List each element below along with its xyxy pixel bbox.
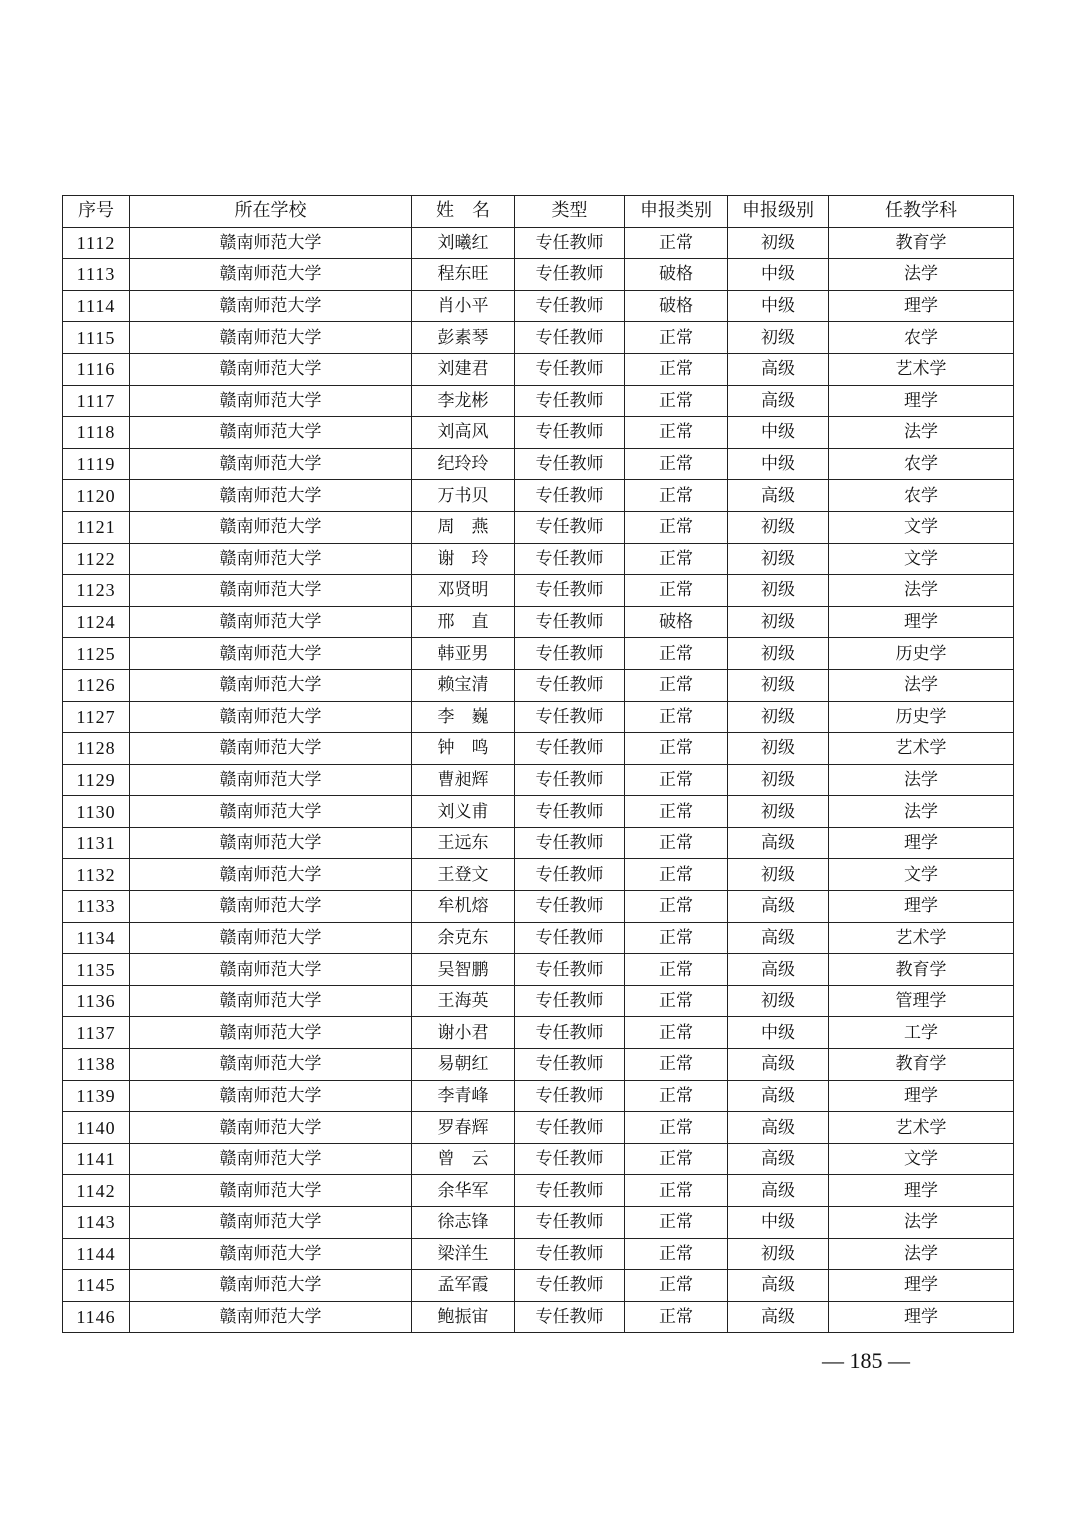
cell-subject: 艺术学 — [829, 922, 1014, 954]
table-row — [63, 669, 1014, 701]
cell-school: 赣南师范大学 — [130, 290, 412, 322]
cell-level: 高级 — [728, 827, 829, 859]
cell-subject: 艺术学 — [829, 733, 1014, 765]
cell-category: 正常 — [625, 448, 728, 480]
table-row — [63, 733, 1014, 765]
cell-seq: 1118 — [63, 417, 130, 449]
cell-type: 专任教师 — [515, 1207, 625, 1239]
cell-category: 正常 — [625, 1143, 728, 1175]
cell-type: 专任教师 — [515, 733, 625, 765]
cell-level: 中级 — [728, 448, 829, 480]
table-row — [63, 1301, 1014, 1333]
cell-category: 正常 — [625, 701, 728, 733]
cell-subject: 法学 — [829, 669, 1014, 701]
cell-seq: 1139 — [63, 1080, 130, 1112]
cell-subject: 教育学 — [829, 1049, 1014, 1081]
table-row — [63, 1270, 1014, 1302]
cell-seq: 1138 — [63, 1049, 130, 1081]
cell-seq: 1140 — [63, 1112, 130, 1144]
cell-category: 正常 — [625, 733, 728, 765]
table-row — [63, 701, 1014, 733]
cell-category: 破格 — [625, 606, 728, 638]
table-row — [63, 606, 1014, 638]
table-row — [63, 1017, 1014, 1049]
table-row — [63, 227, 1014, 259]
cell-category: 破格 — [625, 259, 728, 291]
cell-subject: 文学 — [829, 511, 1014, 543]
cell-name: 李青峰 — [412, 1080, 515, 1112]
header-category: 申报类别 — [625, 196, 728, 228]
cell-seq: 1137 — [63, 1017, 130, 1049]
cell-seq: 1134 — [63, 922, 130, 954]
page-number: — 185 — — [822, 1348, 910, 1373]
cell-school: 赣南师范大学 — [130, 733, 412, 765]
table-row — [63, 954, 1014, 986]
cell-seq: 1135 — [63, 954, 130, 986]
cell-type: 专任教师 — [515, 1301, 625, 1333]
cell-category: 正常 — [625, 417, 728, 449]
cell-school: 赣南师范大学 — [130, 1301, 412, 1333]
cell-school: 赣南师范大学 — [130, 669, 412, 701]
cell-type: 专任教师 — [515, 669, 625, 701]
cell-seq: 1128 — [63, 733, 130, 765]
header-row — [63, 196, 1014, 228]
cell-school: 赣南师范大学 — [130, 1143, 412, 1175]
cell-category: 正常 — [625, 511, 728, 543]
cell-school: 赣南师范大学 — [130, 859, 412, 891]
header-school: 所在学校 — [130, 196, 412, 228]
cell-type: 专任教师 — [515, 764, 625, 796]
cell-level: 高级 — [728, 1301, 829, 1333]
cell-seq: 1123 — [63, 575, 130, 607]
cell-name: 李龙彬 — [412, 385, 515, 417]
cell-type: 专任教师 — [515, 1270, 625, 1302]
cell-level: 中级 — [728, 1207, 829, 1239]
cell-category: 正常 — [625, 954, 728, 986]
cell-subject: 法学 — [829, 764, 1014, 796]
cell-subject: 管理学 — [829, 985, 1014, 1017]
cell-name: 赖宝清 — [412, 669, 515, 701]
cell-name: 刘高风 — [412, 417, 515, 449]
header-name: 姓 名 — [412, 196, 515, 228]
cell-subject: 理学 — [829, 891, 1014, 923]
cell-type: 专任教师 — [515, 1049, 625, 1081]
cell-school: 赣南师范大学 — [130, 417, 412, 449]
cell-subject: 文学 — [829, 859, 1014, 891]
cell-level: 中级 — [728, 1017, 829, 1049]
cell-seq: 1144 — [63, 1238, 130, 1270]
cell-name: 吴智鹏 — [412, 954, 515, 986]
cell-name: 肖小平 — [412, 290, 515, 322]
cell-school: 赣南师范大学 — [130, 954, 412, 986]
cell-school: 赣南师范大学 — [130, 638, 412, 670]
cell-subject: 法学 — [829, 796, 1014, 828]
cell-category: 正常 — [625, 859, 728, 891]
cell-name: 鲍振宙 — [412, 1301, 515, 1333]
cell-level: 初级 — [728, 764, 829, 796]
header-type: 类型 — [515, 196, 625, 228]
cell-school: 赣南师范大学 — [130, 701, 412, 733]
cell-subject: 理学 — [829, 290, 1014, 322]
cell-seq: 1114 — [63, 290, 130, 322]
cell-level: 高级 — [728, 922, 829, 954]
cell-school: 赣南师范大学 — [130, 1049, 412, 1081]
cell-subject: 法学 — [829, 1207, 1014, 1239]
cell-type: 专任教师 — [515, 827, 625, 859]
cell-seq: 1142 — [63, 1175, 130, 1207]
cell-subject: 艺术学 — [829, 353, 1014, 385]
cell-seq: 1125 — [63, 638, 130, 670]
cell-type: 专任教师 — [515, 290, 625, 322]
cell-school: 赣南师范大学 — [130, 1175, 412, 1207]
teacher-roster-table — [62, 195, 1014, 1333]
cell-name: 谢小君 — [412, 1017, 515, 1049]
cell-type: 专任教师 — [515, 353, 625, 385]
cell-school: 赣南师范大学 — [130, 353, 412, 385]
table-row — [63, 859, 1014, 891]
cell-subject: 理学 — [829, 1175, 1014, 1207]
cell-level: 高级 — [728, 1049, 829, 1081]
cell-level: 高级 — [728, 480, 829, 512]
cell-seq: 1143 — [63, 1207, 130, 1239]
cell-name: 易朝红 — [412, 1049, 515, 1081]
cell-seq: 1121 — [63, 511, 130, 543]
table-row — [63, 1080, 1014, 1112]
cell-name: 牟机熔 — [412, 891, 515, 923]
cell-category: 正常 — [625, 1301, 728, 1333]
cell-name: 曹昶辉 — [412, 764, 515, 796]
cell-category: 正常 — [625, 891, 728, 923]
cell-type: 专任教师 — [515, 954, 625, 986]
cell-name: 邓贤明 — [412, 575, 515, 607]
cell-name: 罗春辉 — [412, 1112, 515, 1144]
cell-subject: 法学 — [829, 1238, 1014, 1270]
cell-seq: 1141 — [63, 1143, 130, 1175]
header-level: 申报级别 — [728, 196, 829, 228]
cell-category: 正常 — [625, 322, 728, 354]
cell-type: 专任教师 — [515, 575, 625, 607]
cell-name: 曾 云 — [412, 1143, 515, 1175]
cell-name: 周 燕 — [412, 511, 515, 543]
table-row — [63, 1143, 1014, 1175]
cell-level: 高级 — [728, 1143, 829, 1175]
table-row — [63, 638, 1014, 670]
cell-level: 高级 — [728, 1175, 829, 1207]
table-row — [63, 322, 1014, 354]
cell-type: 专任教师 — [515, 417, 625, 449]
cell-school: 赣南师范大学 — [130, 891, 412, 923]
cell-name: 王登文 — [412, 859, 515, 891]
cell-subject: 法学 — [829, 417, 1014, 449]
cell-name: 孟军霞 — [412, 1270, 515, 1302]
cell-subject: 理学 — [829, 385, 1014, 417]
cell-type: 专任教师 — [515, 385, 625, 417]
table-row — [63, 480, 1014, 512]
cell-subject: 工学 — [829, 1017, 1014, 1049]
cell-category: 正常 — [625, 1017, 728, 1049]
cell-type: 专任教师 — [515, 1080, 625, 1112]
cell-subject: 农学 — [829, 480, 1014, 512]
cell-name: 余克东 — [412, 922, 515, 954]
cell-subject: 理学 — [829, 1080, 1014, 1112]
cell-seq: 1113 — [63, 259, 130, 291]
cell-level: 初级 — [728, 322, 829, 354]
cell-name: 余华军 — [412, 1175, 515, 1207]
cell-level: 初级 — [728, 575, 829, 607]
cell-name: 纪玲玲 — [412, 448, 515, 480]
cell-school: 赣南师范大学 — [130, 480, 412, 512]
cell-level: 中级 — [728, 290, 829, 322]
cell-name: 韩亚男 — [412, 638, 515, 670]
cell-school: 赣南师范大学 — [130, 985, 412, 1017]
cell-level: 初级 — [728, 669, 829, 701]
cell-school: 赣南师范大学 — [130, 1270, 412, 1302]
cell-type: 专任教师 — [515, 543, 625, 575]
cell-category: 正常 — [625, 1207, 728, 1239]
cell-seq: 1131 — [63, 827, 130, 859]
cell-category: 正常 — [625, 922, 728, 954]
cell-subject: 法学 — [829, 575, 1014, 607]
cell-level: 初级 — [728, 701, 829, 733]
cell-school: 赣南师范大学 — [130, 575, 412, 607]
cell-school: 赣南师范大学 — [130, 1080, 412, 1112]
cell-seq: 1122 — [63, 543, 130, 575]
cell-seq: 1136 — [63, 985, 130, 1017]
cell-seq: 1117 — [63, 385, 130, 417]
cell-school: 赣南师范大学 — [130, 322, 412, 354]
cell-level: 初级 — [728, 543, 829, 575]
cell-subject: 理学 — [829, 1301, 1014, 1333]
cell-category: 正常 — [625, 1270, 728, 1302]
cell-subject: 农学 — [829, 448, 1014, 480]
cell-type: 专任教师 — [515, 606, 625, 638]
cell-category: 正常 — [625, 1175, 728, 1207]
cell-category: 正常 — [625, 827, 728, 859]
cell-subject: 理学 — [829, 827, 1014, 859]
cell-name: 李 巍 — [412, 701, 515, 733]
cell-type: 专任教师 — [515, 227, 625, 259]
cell-category: 正常 — [625, 985, 728, 1017]
cell-school: 赣南师范大学 — [130, 764, 412, 796]
table-row — [63, 796, 1014, 828]
table-body — [63, 227, 1014, 1333]
cell-school: 赣南师范大学 — [130, 1017, 412, 1049]
cell-subject: 农学 — [829, 322, 1014, 354]
cell-level: 初级 — [728, 1238, 829, 1270]
cell-level: 初级 — [728, 733, 829, 765]
cell-name: 梁洋生 — [412, 1238, 515, 1270]
cell-type: 专任教师 — [515, 922, 625, 954]
cell-category: 正常 — [625, 669, 728, 701]
cell-category: 正常 — [625, 353, 728, 385]
cell-type: 专任教师 — [515, 448, 625, 480]
cell-level: 初级 — [728, 859, 829, 891]
cell-subject: 理学 — [829, 606, 1014, 638]
cell-category: 正常 — [625, 764, 728, 796]
cell-category: 正常 — [625, 575, 728, 607]
cell-school: 赣南师范大学 — [130, 448, 412, 480]
cell-level: 高级 — [728, 1080, 829, 1112]
cell-name: 刘义甫 — [412, 796, 515, 828]
cell-type: 专任教师 — [515, 701, 625, 733]
cell-type: 专任教师 — [515, 322, 625, 354]
table-row — [63, 417, 1014, 449]
header-subject: 任教学科 — [829, 196, 1014, 228]
cell-subject: 教育学 — [829, 227, 1014, 259]
cell-level: 高级 — [728, 954, 829, 986]
cell-seq: 1119 — [63, 448, 130, 480]
cell-level: 初级 — [728, 638, 829, 670]
cell-level: 初级 — [728, 606, 829, 638]
table-row — [63, 922, 1014, 954]
table-row — [63, 575, 1014, 607]
cell-seq: 1132 — [63, 859, 130, 891]
table-row — [63, 764, 1014, 796]
cell-subject: 文学 — [829, 543, 1014, 575]
cell-level: 高级 — [728, 1112, 829, 1144]
cell-school: 赣南师范大学 — [130, 543, 412, 575]
cell-category: 正常 — [625, 480, 728, 512]
cell-type: 专任教师 — [515, 859, 625, 891]
header-seq: 序号 — [63, 196, 130, 228]
cell-category: 正常 — [625, 796, 728, 828]
table-row — [63, 985, 1014, 1017]
cell-subject: 艺术学 — [829, 1112, 1014, 1144]
cell-level: 中级 — [728, 417, 829, 449]
cell-school: 赣南师范大学 — [130, 1207, 412, 1239]
cell-type: 专任教师 — [515, 1238, 625, 1270]
cell-category: 正常 — [625, 543, 728, 575]
cell-level: 初级 — [728, 227, 829, 259]
cell-type: 专任教师 — [515, 985, 625, 1017]
cell-name: 谢 玲 — [412, 543, 515, 575]
cell-subject: 文学 — [829, 1143, 1014, 1175]
cell-school: 赣南师范大学 — [130, 1238, 412, 1270]
cell-seq: 1127 — [63, 701, 130, 733]
table-row — [63, 891, 1014, 923]
cell-type: 专任教师 — [515, 796, 625, 828]
table-row — [63, 1207, 1014, 1239]
cell-type: 专任教师 — [515, 1143, 625, 1175]
cell-seq: 1133 — [63, 891, 130, 923]
table-row — [63, 448, 1014, 480]
cell-level: 初级 — [728, 511, 829, 543]
table-row — [63, 1175, 1014, 1207]
cell-name: 王海英 — [412, 985, 515, 1017]
cell-school: 赣南师范大学 — [130, 827, 412, 859]
cell-name: 邢 直 — [412, 606, 515, 638]
table-row — [63, 827, 1014, 859]
table-row — [63, 1112, 1014, 1144]
cell-name: 刘建君 — [412, 353, 515, 385]
cell-seq: 1145 — [63, 1270, 130, 1302]
cell-school: 赣南师范大学 — [130, 227, 412, 259]
cell-category: 正常 — [625, 385, 728, 417]
cell-name: 刘曦红 — [412, 227, 515, 259]
cell-name: 万书贝 — [412, 480, 515, 512]
cell-type: 专任教师 — [515, 511, 625, 543]
cell-name: 钟 鸣 — [412, 733, 515, 765]
cell-type: 专任教师 — [515, 480, 625, 512]
cell-subject: 理学 — [829, 1270, 1014, 1302]
cell-type: 专任教师 — [515, 638, 625, 670]
cell-seq: 1130 — [63, 796, 130, 828]
cell-type: 专任教师 — [515, 891, 625, 923]
cell-level: 高级 — [728, 1270, 829, 1302]
cell-category: 正常 — [625, 1238, 728, 1270]
cell-level: 高级 — [728, 353, 829, 385]
cell-category: 正常 — [625, 638, 728, 670]
cell-school: 赣南师范大学 — [130, 259, 412, 291]
cell-type: 专任教师 — [515, 259, 625, 291]
cell-school: 赣南师范大学 — [130, 922, 412, 954]
cell-seq: 1115 — [63, 322, 130, 354]
cell-level: 高级 — [728, 385, 829, 417]
cell-seq: 1129 — [63, 764, 130, 796]
table-row — [63, 353, 1014, 385]
cell-seq: 1116 — [63, 353, 130, 385]
cell-seq: 1124 — [63, 606, 130, 638]
cell-subject: 历史学 — [829, 638, 1014, 670]
cell-subject: 法学 — [829, 259, 1014, 291]
table-row — [63, 385, 1014, 417]
cell-level: 初级 — [728, 985, 829, 1017]
cell-seq: 1112 — [63, 227, 130, 259]
cell-subject: 教育学 — [829, 954, 1014, 986]
cell-name: 程东旺 — [412, 259, 515, 291]
cell-name: 彭素琴 — [412, 322, 515, 354]
table-row — [63, 259, 1014, 291]
table-row — [63, 290, 1014, 322]
cell-seq: 1146 — [63, 1301, 130, 1333]
cell-school: 赣南师范大学 — [130, 511, 412, 543]
cell-type: 专任教师 — [515, 1112, 625, 1144]
cell-category: 破格 — [625, 290, 728, 322]
cell-type: 专任教师 — [515, 1175, 625, 1207]
cell-category: 正常 — [625, 1112, 728, 1144]
cell-seq: 1126 — [63, 669, 130, 701]
cell-subject: 历史学 — [829, 701, 1014, 733]
cell-category: 正常 — [625, 227, 728, 259]
cell-seq: 1120 — [63, 480, 130, 512]
cell-school: 赣南师范大学 — [130, 796, 412, 828]
table-row — [63, 511, 1014, 543]
cell-school: 赣南师范大学 — [130, 606, 412, 638]
table-row — [63, 543, 1014, 575]
cell-type: 专任教师 — [515, 1017, 625, 1049]
cell-category: 正常 — [625, 1049, 728, 1081]
cell-level: 初级 — [728, 796, 829, 828]
cell-school: 赣南师范大学 — [130, 1112, 412, 1144]
table-row — [63, 1238, 1014, 1270]
cell-level: 中级 — [728, 259, 829, 291]
cell-category: 正常 — [625, 1080, 728, 1112]
table-row — [63, 1049, 1014, 1081]
cell-name: 王远东 — [412, 827, 515, 859]
cell-school: 赣南师范大学 — [130, 385, 412, 417]
cell-name: 徐志锋 — [412, 1207, 515, 1239]
cell-level: 高级 — [728, 891, 829, 923]
